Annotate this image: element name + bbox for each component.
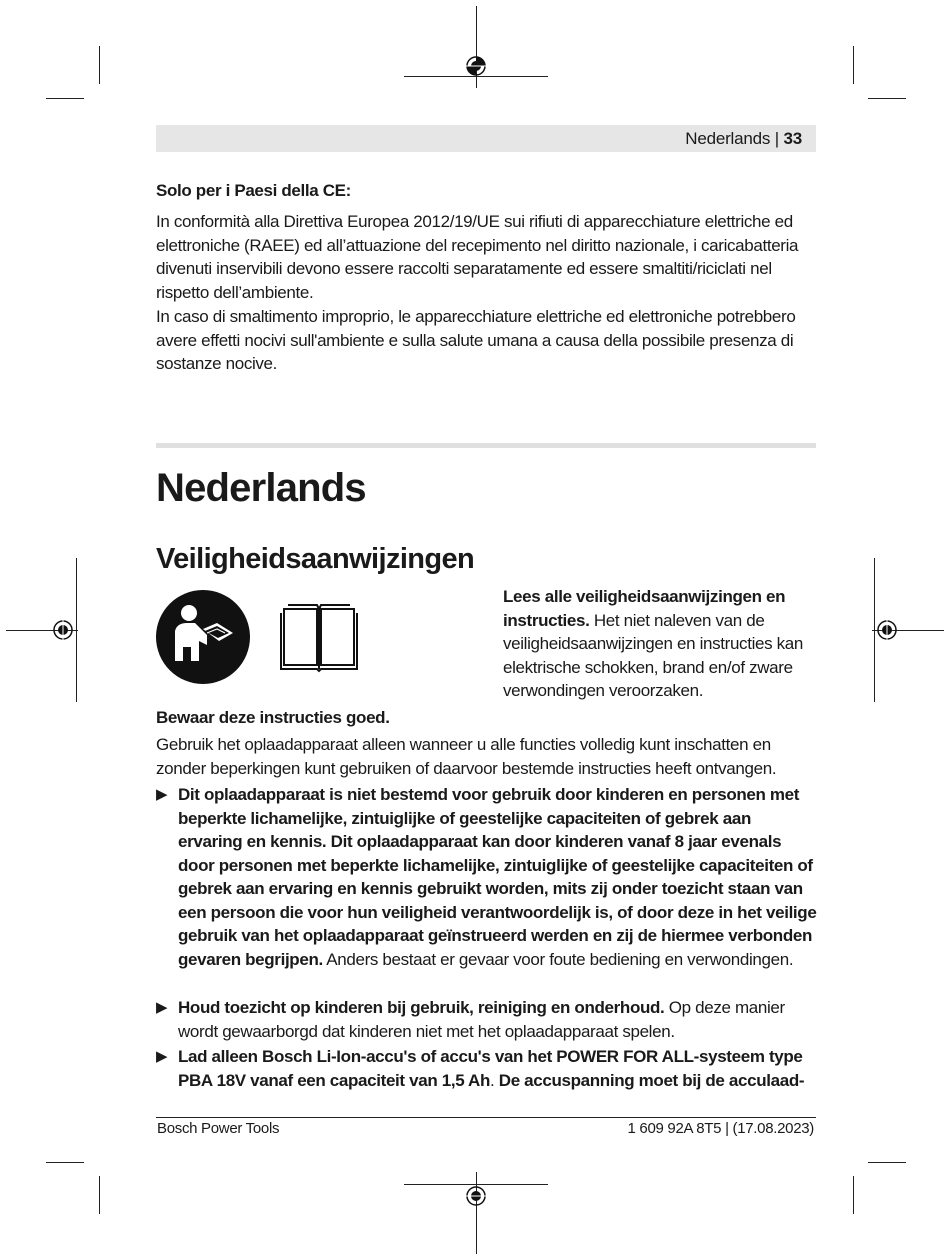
bullet-arrow-icon: ▶	[156, 999, 168, 1016]
bullet-text: Anders bestaat er gevaar voor foute bediening en verwondingen.	[322, 949, 794, 969]
registration-mark-icon	[52, 619, 74, 641]
italian-paragraph-2: In caso di smaltimento improprio, le apparecchiature elettriche ed elettroniche potrebbero avere effetti nocivi sull'ambiente e sulla salute umana a causa della possibile presenza di sostanze nocive.	[156, 307, 796, 373]
page-header	[156, 125, 816, 152]
bullet-text: .	[490, 1070, 499, 1090]
keep-instructions: Bewaar deze instructies goed.	[156, 708, 390, 727]
list-item	[156, 783, 818, 971]
section-divider	[156, 443, 816, 448]
header-separator: |	[774, 129, 779, 148]
italian-paragraph-1: In conformità alla Direttiva Europea 2012/19/UE sui rifiuti di apparecchiature elettriche ed elettroniche (RAEE) ed all’attuazione del recepimento nel diritto nazionale, i caricabatteria divenuti inservibili devono essere raccolti separatamente ed essere smaltiti/riciclati nel rispetto dell’ambiente.	[156, 212, 799, 302]
bullet-arrow-icon: ▶	[156, 786, 168, 803]
section-subtitle: Veiligheidsaanwijzingen	[156, 543, 475, 575]
footer-doc-ref: 1 609 92A 8T5 | (17.08.2023)	[627, 1120, 814, 1137]
read-instructions-text: Het niet naleven van de veiligheidsaanwijzingen en instructies kan elektrische schokken, brand en/of zware verwondingen veroorzaken.	[503, 610, 803, 700]
footer-rule	[156, 1117, 816, 1118]
bullet-bold: Lad alleen Bosch Li-Ion-accu's of accu's van het POWER FOR ALL-systeem type PBA 18V vanaf een capaciteit van 1,5 Ah	[178, 1047, 803, 1090]
intro-paragraph: Gebruik het oplaadapparaat alleen wanneer u alle functies volledig kunt inschatten en zonder beperkingen kunt gebruiken of daarvoor bestemde instructies heeft ontvangen.	[156, 735, 777, 778]
footer-brand: Bosch Power Tools	[157, 1120, 280, 1137]
bullet-bold: Dit oplaadapparaat is niet bestemd voor gebruik door kinderen en personen met beperkte lichamelijke, zintuiglijke of geestelijke capaciteiten of gebrek aan ervaring en kennis. Dit oplaadapparaat kan door kinderen vanaf 8 jaar evenals door personen met beperkte lichamelijke, zintuiglijke of geestelijke capaciteiten of gebrek aan ervaring en kennis gebruikt worden, mits zij onder toezicht staan van een persoon die voor hun veiligheid verantwoordelijk is, of door deze in het veilige gebruik van het oplaadapparaat geïnstrueerd werden en zij de hiermee verbonden gevaren begrijpen.	[178, 785, 817, 969]
bullet-arrow-icon: ▶	[156, 1048, 168, 1065]
registration-mark-icon	[465, 55, 487, 77]
header-text	[685, 129, 802, 149]
section-title: Nederlands	[156, 466, 366, 510]
registration-mark-icon	[465, 1185, 487, 1207]
bullet-bold-continued: De accuspanning moet bij de acculaad-	[498, 1070, 805, 1090]
header-language: Nederlands	[685, 129, 771, 148]
read-manual-person-icon	[155, 589, 251, 685]
list-item	[156, 996, 818, 1043]
page-number: 33	[783, 129, 802, 148]
read-instructions-warning	[503, 585, 819, 703]
bullet-bold: Houd toezicht op kinderen bij gebruik, reiniging en onderhoud.	[178, 998, 665, 1017]
italian-subheading: Solo per i Paesi della CE:	[156, 181, 351, 200]
list-item	[156, 1045, 818, 1092]
open-book-icon	[280, 603, 358, 673]
registration-mark-icon	[876, 619, 898, 641]
read-instructions-bold: Lees alle veiligheidsaanwijzingen en instructies.	[503, 587, 786, 630]
bullet-text: Op deze manier wordt gewaarborgd dat kinderen niet met het oplaadapparaat spelen.	[178, 998, 785, 1041]
